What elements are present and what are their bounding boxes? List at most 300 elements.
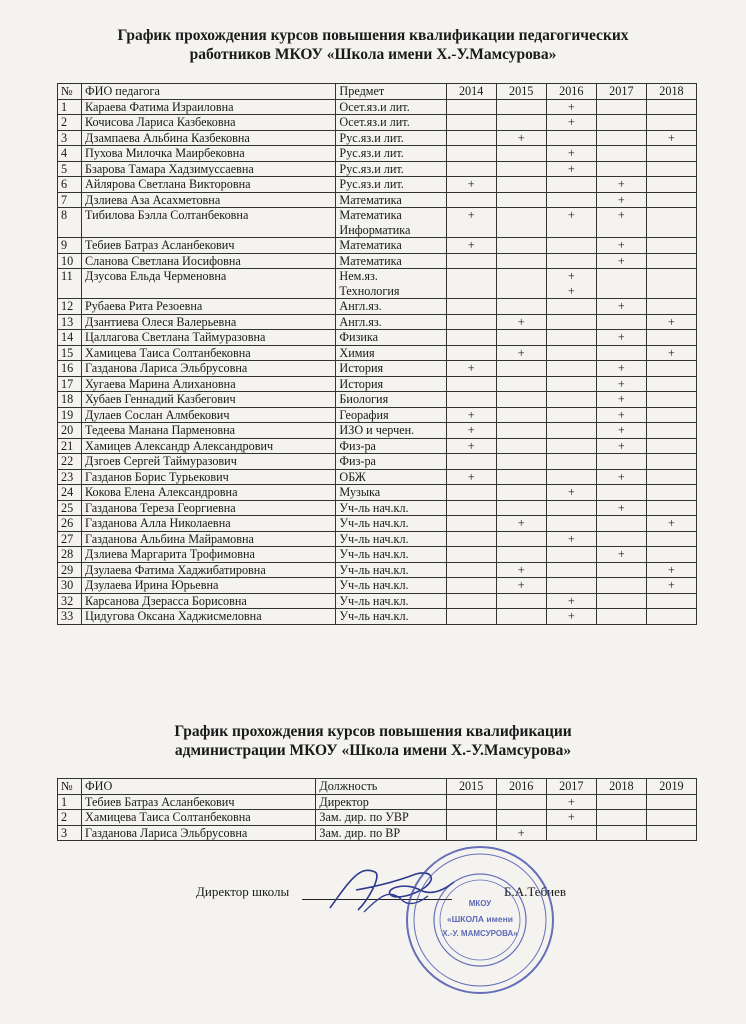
subject: Георафия: [339, 407, 389, 422]
year-mark-cell: [646, 562, 696, 578]
year-mark-cell: [546, 99, 596, 115]
row-number: 33: [58, 609, 82, 625]
year-mark-cell: [546, 130, 596, 146]
year-mark-cell: [646, 253, 696, 269]
year-mark-cell: [646, 314, 696, 330]
table-row: [58, 547, 697, 563]
subject: Англ.яз.: [339, 314, 382, 329]
teacher-name: Айлярова Светлана Викторовна: [82, 177, 336, 193]
year-mark-cell: [496, 345, 546, 361]
subject: Математика: [339, 208, 402, 222]
year-mark-cell: [496, 361, 546, 377]
year-mark-cell: [496, 423, 546, 439]
header-position: Должность: [316, 779, 446, 795]
table-row: [58, 810, 697, 826]
subject-cell: [336, 345, 446, 361]
subject-cell: [336, 99, 446, 115]
year-mark-cell: [596, 407, 646, 423]
course-mark: +: [617, 238, 625, 252]
course-mark: +: [567, 269, 575, 283]
table-row: [58, 531, 697, 547]
subject-cell: [336, 130, 446, 146]
teacher-name: Дзампаева Альбина Казбековна: [82, 130, 336, 146]
year-mark-cell: [646, 177, 696, 193]
year-mark-cell: [596, 485, 646, 501]
year-mark-cell: [646, 99, 696, 115]
header-num: №: [58, 84, 82, 100]
year-mark-cell: [646, 146, 696, 162]
teacher-name: Дзгоев Сергей Таймуразович: [82, 454, 336, 470]
course-mark: +: [668, 562, 675, 577]
subject-cell: [336, 208, 446, 238]
course-mark: +: [467, 208, 475, 222]
table-row: [58, 130, 697, 146]
header-num: №: [58, 779, 82, 795]
table1-title: [0, 26, 746, 64]
row-number: 1: [58, 794, 82, 810]
year-mark-cell: [446, 314, 496, 330]
year-mark-cell: [546, 562, 596, 578]
year-mark-cell: [546, 547, 596, 563]
year-mark-cell: [446, 361, 496, 377]
teachers-table: [57, 83, 697, 625]
year-mark-cell: [496, 238, 546, 254]
year-mark-cell: [596, 238, 646, 254]
year-mark-cell: [646, 531, 696, 547]
subject-cell: [336, 192, 446, 208]
teacher-name: Дзлиева Маргарита Трофимовна: [82, 547, 336, 563]
year-mark-cell: [496, 299, 546, 315]
teacher-name: Дзантиева Олеся Валерьевна: [82, 314, 336, 330]
year-mark-cell: [596, 516, 646, 532]
subject: Рус.яз.и лит.: [339, 177, 404, 191]
subject-cell: [336, 330, 446, 346]
header-year: 2019: [646, 779, 696, 795]
year-mark-cell: [596, 99, 646, 115]
year-mark-cell: [596, 562, 646, 578]
subject-second: Информатика: [339, 222, 411, 237]
subject-cell: [336, 115, 446, 131]
year-mark-cell: [546, 253, 596, 269]
year-mark-cell: [446, 469, 496, 485]
subject: Биология: [339, 392, 389, 406]
table-row: [58, 485, 697, 501]
subject: Рус.яз.и лит.: [339, 161, 404, 176]
table-row: [58, 269, 697, 299]
year-mark-cell: [646, 376, 696, 392]
position: Директор: [316, 794, 446, 810]
course-mark: +: [617, 500, 625, 515]
year-mark-cell: [496, 376, 546, 392]
course-mark: +: [517, 314, 525, 329]
year-mark-cell: [646, 794, 696, 810]
year-mark-cell: [596, 345, 646, 361]
row-number: 15: [58, 345, 82, 361]
year-mark-cell: [496, 130, 546, 146]
table-row: [58, 238, 697, 254]
year-mark-cell: [646, 238, 696, 254]
year-mark-cell: [546, 794, 596, 810]
row-number: 19: [58, 407, 82, 423]
subject-cell: [336, 578, 446, 594]
year-mark-cell: [546, 238, 596, 254]
year-mark-cell: [446, 547, 496, 563]
row-number: 2: [58, 810, 82, 826]
year-mark-cell: [446, 146, 496, 162]
course-mark: +: [567, 794, 575, 809]
table-row: [58, 562, 697, 578]
course-mark: +: [567, 161, 575, 176]
subject: Осет.яз.и лит.: [339, 99, 410, 114]
subject-cell: [336, 146, 446, 162]
year-mark-cell: [446, 500, 496, 516]
subject-cell: [336, 376, 446, 392]
table-row: [58, 825, 697, 841]
year-mark-cell: [546, 161, 596, 177]
table-row: [58, 299, 697, 315]
teacher-name: Караева Фатима Израиловна: [82, 99, 336, 115]
row-number: 3: [58, 825, 82, 841]
row-number: 27: [58, 531, 82, 547]
year-mark-cell: [646, 593, 696, 609]
year-mark-cell: [496, 810, 546, 826]
header-year: 2018: [596, 779, 646, 795]
table-row: [58, 500, 697, 516]
year-mark-cell: [596, 578, 646, 594]
course-mark: +: [567, 146, 575, 160]
year-mark-cell: [646, 438, 696, 454]
year-mark-cell: [596, 208, 646, 238]
year-mark-cell: [496, 208, 546, 238]
teacher-name: Дзулаева Ирина Юрьевна: [82, 578, 336, 594]
year-mark-cell: [496, 146, 546, 162]
position: Зам. дир. по УВР: [316, 810, 446, 826]
course-mark: +: [517, 825, 525, 840]
table-row: [58, 314, 697, 330]
subject-cell: [336, 407, 446, 423]
year-mark-cell: [496, 593, 546, 609]
subject-cell: [336, 593, 446, 609]
table-row: [58, 609, 697, 625]
year-mark-cell: [446, 392, 496, 408]
teacher-name: Газданова Тереза Георгиевна: [82, 500, 336, 516]
header-year: 2017: [546, 779, 596, 795]
subject: Уч-ль нач.кл.: [339, 547, 409, 561]
course-mark: +: [617, 547, 625, 561]
year-mark-cell: [496, 562, 546, 578]
teacher-name: Газданова Альбина Майрамовна: [82, 531, 336, 547]
subject: Уч-ль нач.кл.: [339, 516, 409, 530]
table2-title-line1: График прохождения курсов повышения квалификации: [174, 723, 572, 740]
subject-cell: [336, 299, 446, 315]
course-mark: +: [567, 99, 575, 114]
year-mark-cell: [646, 208, 696, 238]
year-mark-cell: [546, 314, 596, 330]
teacher-name: Тедеева Манана Парменовна: [82, 423, 336, 439]
year-mark-cell: [446, 516, 496, 532]
table-row: [58, 361, 697, 377]
course-mark: +: [668, 130, 675, 145]
stamp-text-name: Х.-У. МАМСУРОВА»: [442, 929, 518, 938]
year-mark-cell: [496, 469, 546, 485]
year-mark-cell: [646, 516, 696, 532]
administration-table: [57, 778, 697, 841]
row-number: 26: [58, 516, 82, 532]
year-mark-cell: [596, 438, 646, 454]
year-mark-cell: [596, 825, 646, 841]
header-year: 2015: [446, 779, 496, 795]
year-mark-cell: [446, 238, 496, 254]
subject: История: [339, 361, 384, 375]
header-year: 2014: [446, 84, 496, 100]
year-mark-cell: [546, 825, 596, 841]
subject: Уч-ль нач.кл.: [339, 593, 409, 608]
year-mark-cell: [446, 562, 496, 578]
teacher-name: Хубаев Геннадий Казбегович: [82, 392, 336, 408]
year-mark-cell: [446, 531, 496, 547]
header-year: 2017: [596, 84, 646, 100]
year-mark-cell: [496, 161, 546, 177]
year-mark-cell: [596, 794, 646, 810]
signature-name: Б.А.Тебиев: [504, 884, 567, 899]
row-number: 22: [58, 454, 82, 470]
year-mark-cell: [646, 810, 696, 826]
course-mark: +: [517, 516, 525, 530]
row-number: 29: [58, 562, 82, 578]
teacher-name: Рубаева Рита Резоевна: [82, 299, 336, 315]
year-mark-cell: [496, 392, 546, 408]
subject-cell: [336, 161, 446, 177]
year-mark-cell: [446, 161, 496, 177]
year-mark-cell: [496, 269, 546, 299]
year-mark-cell: [446, 794, 496, 810]
header-year: 2015: [496, 84, 546, 100]
year-mark-cell: [646, 825, 696, 841]
course-mark: +: [617, 253, 625, 268]
year-mark-cell: [446, 130, 496, 146]
year-mark-cell: [646, 392, 696, 408]
row-number: 20: [58, 423, 82, 439]
year-mark-cell: [546, 438, 596, 454]
header-year: 2016: [546, 84, 596, 100]
course-mark: +: [467, 438, 475, 453]
year-mark-cell: [446, 578, 496, 594]
year-mark-cell: [446, 609, 496, 625]
subject-cell: [336, 547, 446, 563]
teacher-name: Бзарова Тамара Хадзимуссаевна: [82, 161, 336, 177]
table-row: [58, 407, 697, 423]
year-mark-cell: [596, 392, 646, 408]
teacher-name: Цидугова Оксана Хаджисмеловна: [82, 609, 336, 625]
year-mark-cell: [596, 593, 646, 609]
year-mark-cell: [596, 531, 646, 547]
year-mark-cell: [496, 516, 546, 532]
course-mark: +: [517, 345, 525, 360]
year-mark-cell: [496, 531, 546, 547]
year-mark-cell: [496, 314, 546, 330]
year-mark-cell: [446, 299, 496, 315]
year-mark-cell: [596, 609, 646, 625]
year-mark-cell: [546, 208, 596, 238]
subject-cell: [336, 516, 446, 532]
subject-cell: [336, 500, 446, 516]
course-mark: +: [668, 578, 675, 592]
subject: ИЗО и черчен.: [339, 423, 415, 437]
subject-cell: [336, 609, 446, 625]
row-number: 3: [58, 130, 82, 146]
subject-cell: [336, 454, 446, 470]
year-mark-cell: [646, 361, 696, 377]
course-mark: +: [467, 423, 475, 437]
course-mark: +: [517, 578, 525, 592]
year-mark-cell: [546, 407, 596, 423]
year-mark-cell: [546, 269, 596, 299]
row-number: 18: [58, 392, 82, 408]
table2-title: [0, 722, 746, 760]
year-mark-cell: [446, 115, 496, 131]
year-mark-cell: [496, 547, 546, 563]
year-mark-cell: [546, 392, 596, 408]
row-number: 9: [58, 238, 82, 254]
year-mark-cell: [596, 423, 646, 439]
row-number: 23: [58, 469, 82, 485]
teacher-name: Газданова Алла Николаевна: [82, 516, 336, 532]
row-number: 7: [58, 192, 82, 208]
year-mark-cell: [446, 99, 496, 115]
subject: Рус.яз.и лит.: [339, 130, 404, 145]
subject-cell: [336, 469, 446, 485]
course-mark: +: [617, 208, 625, 222]
subject: Уч-ль нач.кл.: [339, 578, 409, 592]
year-mark-cell: [496, 407, 546, 423]
header-name: ФИО: [82, 779, 316, 795]
course-mark: +: [617, 392, 625, 406]
course-mark: +: [467, 177, 475, 191]
course-mark: +: [517, 130, 525, 145]
year-mark-cell: [546, 469, 596, 485]
year-mark-cell: [646, 299, 696, 315]
year-mark-cell: [546, 516, 596, 532]
year-mark-cell: [496, 115, 546, 131]
teacher-name: Кочисова Лариса Казбековна: [82, 115, 336, 131]
year-mark-cell: [596, 192, 646, 208]
school-stamp: [402, 842, 558, 998]
row-number: 10: [58, 253, 82, 269]
year-mark-cell: [546, 192, 596, 208]
course-mark: +: [617, 423, 625, 437]
year-mark-cell: [446, 253, 496, 269]
subject-second: Технология: [339, 283, 400, 298]
administration-table-body: [58, 794, 697, 841]
year-mark-cell: [546, 146, 596, 162]
subject: Уч-ль нач.кл.: [339, 500, 409, 515]
year-mark-cell: [496, 485, 546, 501]
year-mark-cell: [496, 192, 546, 208]
year-mark-cell: [496, 500, 546, 516]
course-mark: +: [617, 299, 625, 313]
subject: Англ.яз.: [339, 299, 382, 313]
course-mark: +: [517, 562, 525, 577]
subject: Музыка: [339, 485, 381, 499]
table-row: [58, 794, 697, 810]
year-mark-cell: [646, 330, 696, 346]
year-mark-cell: [446, 177, 496, 193]
subject: Рус.яз.и лит.: [339, 146, 404, 160]
year-mark-cell: [546, 345, 596, 361]
row-number: 14: [58, 330, 82, 346]
subject-cell: [336, 177, 446, 193]
course-mark: +: [567, 485, 575, 499]
year-mark-cell: [596, 361, 646, 377]
subject-cell: [336, 253, 446, 269]
row-number: 11: [58, 269, 82, 299]
subject-cell: [336, 361, 446, 377]
year-mark-cell: [546, 330, 596, 346]
year-mark-cell: [546, 454, 596, 470]
year-mark-cell: [446, 825, 496, 841]
year-mark-cell: [646, 485, 696, 501]
row-number: 17: [58, 376, 82, 392]
table-row: [58, 593, 697, 609]
subject: Химия: [339, 345, 375, 360]
course-mark: +: [617, 361, 625, 375]
year-mark-cell: [446, 192, 496, 208]
subject-cell: [336, 238, 446, 254]
year-mark-cell: [646, 547, 696, 563]
year-mark-cell: [546, 810, 596, 826]
year-mark-cell: [646, 500, 696, 516]
year-mark-cell: [496, 825, 546, 841]
subject: Математика: [339, 238, 402, 252]
year-mark-cell: [646, 192, 696, 208]
course-mark: +: [668, 314, 675, 329]
course-mark: +: [617, 407, 625, 422]
year-mark-cell: [496, 438, 546, 454]
table-row: [58, 208, 697, 238]
subject: Уч-ль нач.кл.: [339, 609, 409, 623]
year-mark-cell: [546, 177, 596, 193]
table-row: [58, 345, 697, 361]
subject: Физ-ра: [339, 438, 376, 453]
year-mark-cell: [546, 361, 596, 377]
year-mark-cell: [646, 161, 696, 177]
table-row: [58, 330, 697, 346]
year-mark-cell: [596, 547, 646, 563]
subject-cell: [336, 531, 446, 547]
table-row: [58, 253, 697, 269]
year-mark-cell: [546, 376, 596, 392]
year-mark-cell: [446, 810, 496, 826]
year-mark-cell: [496, 454, 546, 470]
table-row: [58, 516, 697, 532]
year-mark-cell: [596, 376, 646, 392]
subject-cell: [336, 485, 446, 501]
position: Зам. дир. по ВР: [316, 825, 446, 841]
row-number: 32: [58, 593, 82, 609]
year-mark-cell: [546, 531, 596, 547]
row-number: 8: [58, 208, 82, 238]
table-row: [58, 469, 697, 485]
course-mark: +: [668, 516, 675, 530]
administration-table-header: [58, 779, 697, 795]
year-mark-cell: [496, 330, 546, 346]
year-mark-cell: [646, 609, 696, 625]
teacher-name: Сланова Светлана Иосифовна: [82, 253, 336, 269]
year-mark-cell: [596, 146, 646, 162]
course-mark: +: [567, 810, 575, 824]
year-mark-cell: [596, 177, 646, 193]
subject-cell: [336, 423, 446, 439]
